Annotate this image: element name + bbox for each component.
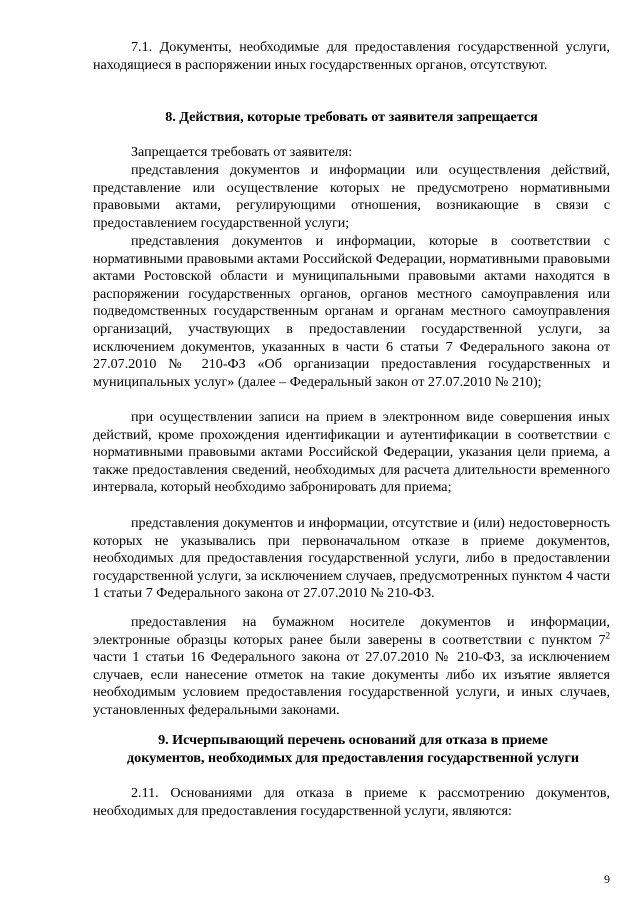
paragraph-item-5-text-end: части 1 статьи 16 Федерального закона от 27.07.2010 № 210-ФЗ, за исключением случаев, если нанесение отметок на такие документы либо их изъятие является необходимым условием предоставления государственной услуги, и иных случаев, установленных федеральными законами. (93, 649, 610, 718)
superscript-2: 2 (605, 629, 610, 640)
paragraph-item-4: представления документов и информации, отсутствие и (или) недостоверность которых не указывались при первоначальном отказе в приеме документов, необходимых для предоставления государственной услуги, либо в предоставлении государственной услуги, за исключением случаев, предусмотренных пунктом 4 части 1 статьи 7 Федерального закона от 27.07.2010 № 210-ФЗ. (93, 515, 610, 602)
section-heading-9-line-1: 9. Исчерпывающий перечень оснований для отказа в приеме (158, 732, 548, 748)
section-heading-8: 8. Действия, которые требовать от заявителя запрещается (165, 109, 538, 125)
section-heading-9-line-2: документов, необходимых для предоставления государственной услуги (127, 749, 579, 766)
paragraph-7-1: 7.1. Документы, необходимые для предоставления государственной услуги, находящиеся в распоряжении иных государственных органов, отсутствуют. (93, 39, 610, 73)
section-heading-9 (73, 732, 633, 767)
paragraph-intro: Запрещается требовать от заявителя: (131, 144, 353, 160)
paragraph-item-1: представления документов и информации или осуществления действий, представление или осуществление которых не предусмотрено нормативными правовыми актами, регулирующими отношения, возникающие в связи с предоставлением государственной услуги; (93, 162, 610, 231)
paragraph-item-5-text-start: предоставления на бумажном носителе документов и информации, электронные образцы которых ранее были заверены в соответствии с пунктом 7 (93, 614, 610, 648)
page-number: 9 (604, 872, 610, 886)
paragraph-2-11: 2.11. Основаниями для отказа в приеме к рассмотрению документов, необходимых для предоставления государственной услуги, являются: (93, 785, 610, 819)
paragraph-item-5 (93, 614, 610, 720)
paragraph-item-3: при осуществлении записи на прием в электронном виде совершения иных действий, кроме прохождения идентификации и аутентификации в соответствии с нормативными правовыми актами Российской Федерации, указания цели приема, а также предоставления сведений, необходимых для расчета длительности временного интервала, который необходимо забронировать для приема; (93, 409, 610, 496)
paragraph-item-2: представления документов и информации, которые в соответствии с нормативными правовыми актами Российской Федерации, нормативными правовыми актами Ростовской области и муниципальными правовыми актами находятся в распоряжении государственных органов, органов местного самоуправления или подведомственных государственным органам и органам местного самоуправления организаций, участвующих в предоставлении государственной услуги, за исключением документов, указанных в части 6 статьи 7 Федерального закона от 27.07.2010 № 210-ФЗ «Об организации предоставления государственных и муниципальных услуг» (далее – Федеральный закон от 27.07.2010 № 210); (93, 233, 610, 390)
